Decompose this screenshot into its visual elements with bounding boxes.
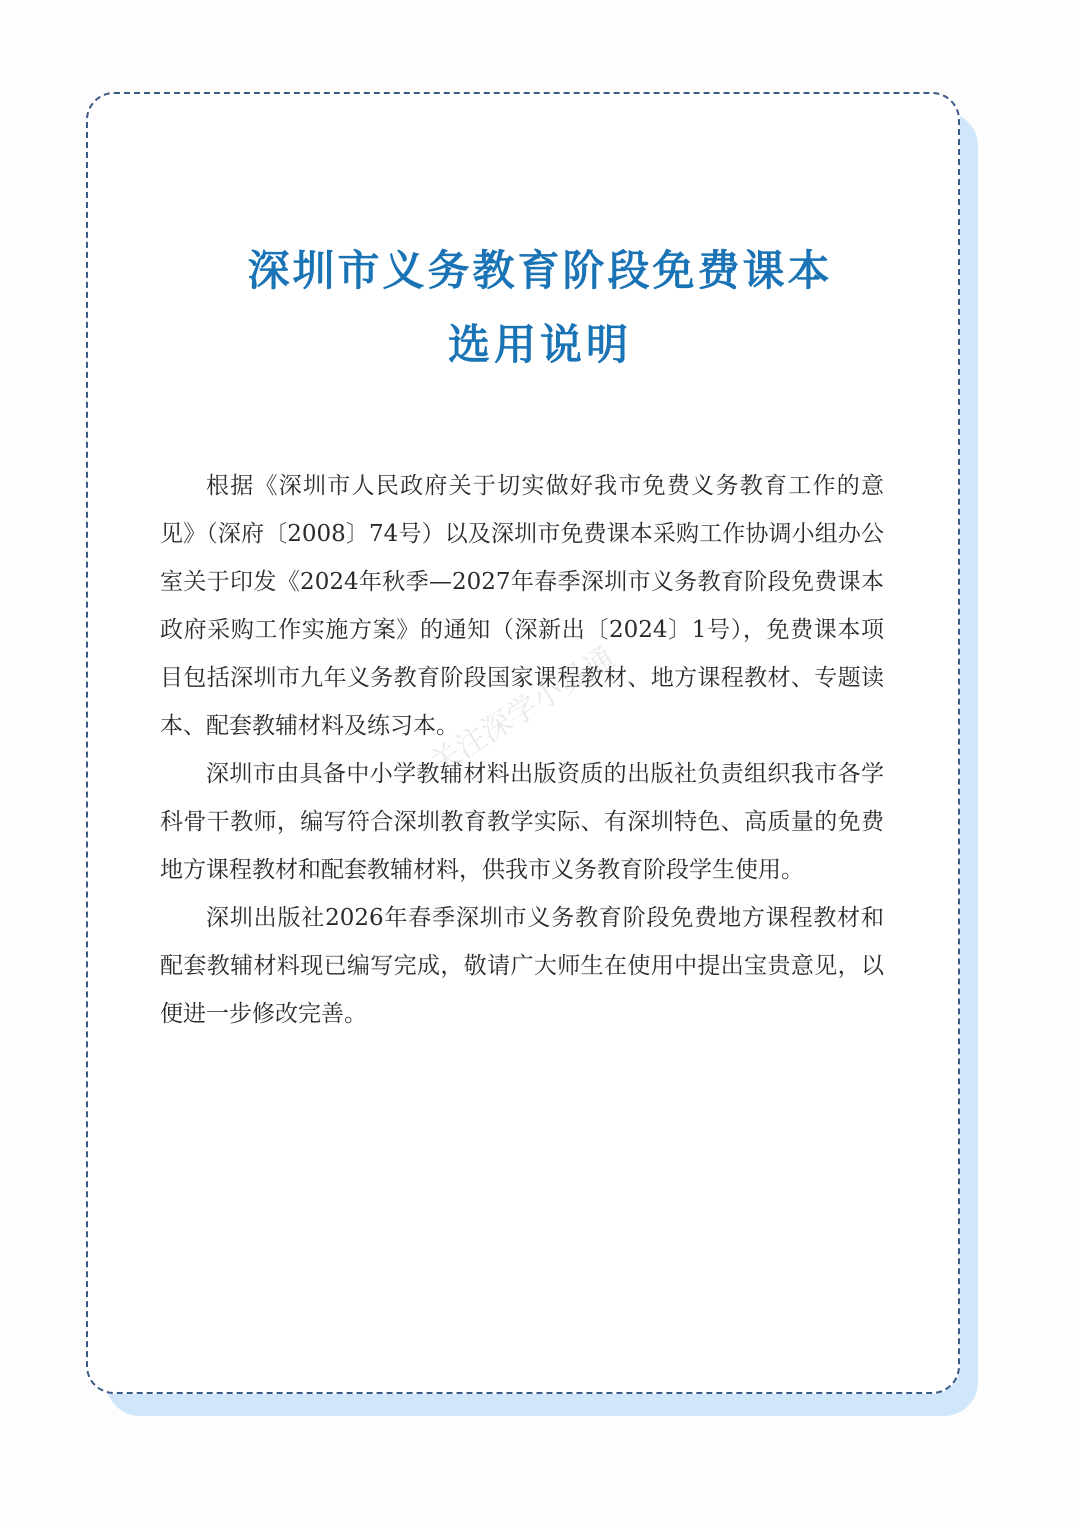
paragraph-3: 深圳出版社2026年春季深圳市义务教育阶段免费地方课程教材和配套教辅材料现已编写完成，敬请广大师生在使用中提出宝贵意见，以便进一步修改完善。 [160,905,884,1027]
document-title-line2: 选用说明 [447,320,632,369]
document-body [160,462,884,1038]
paragraph-1: 根据《深圳市人民政府关于切实做好我市免费义务教育工作的意见》（深府〔2008〕74号）以及深圳市免费课本采购工作协调小组办公室关于印发《2024年秋季—2027年春季深圳市义务教育阶段免费课本政府采购工作实施方案》的通知（深新出〔2024〕1号），免费课本项目包括深圳市九年义务教育阶段国家课程教材、地方课程教材、专题读本、配套教辅材料及练习本。 [160,473,884,739]
document-title-line1: 深圳市义务教育阶段免费课本 [247,246,833,295]
paragraph-2: 深圳市由具备中小学教辅材料出版资质的出版社负责组织我市各学科骨干教师，编写符合深圳教育教学实际、有深圳特色、高质量的免费地方课程教材和配套教辅材料，供我市义务教育阶段学生使用。 [160,761,884,883]
